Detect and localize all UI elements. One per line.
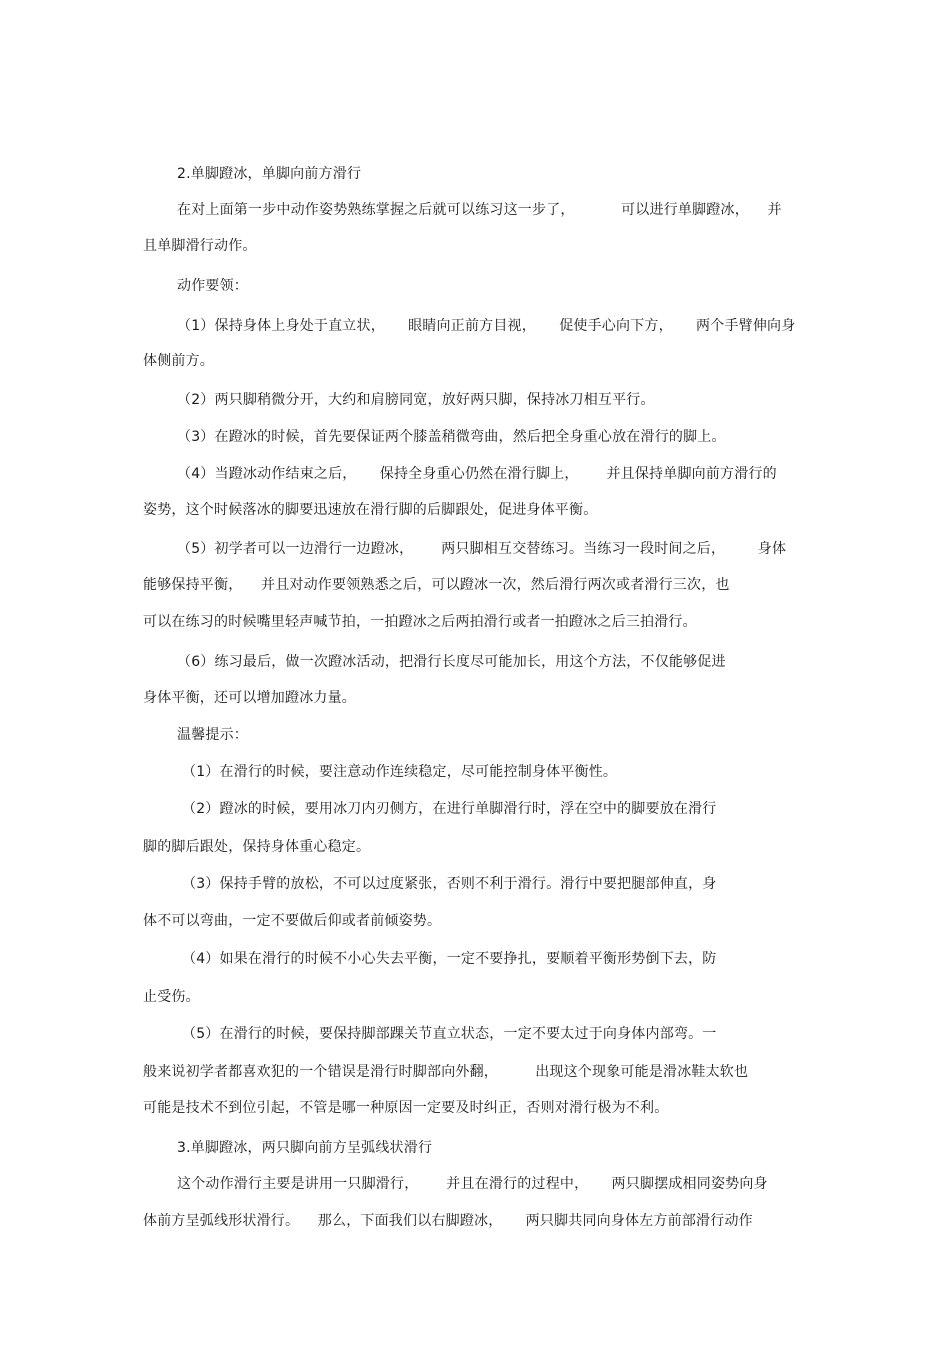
section-heading: 3.单脚蹬冰，两只脚向前方呈弧线状滑行 [177,1140,433,1156]
tip-line: 体不可以弯曲，一定不要做后仰或者前倾姿势。 [143,913,442,929]
section-heading: 2.单脚蹬冰，单脚向前方滑行 [177,166,362,182]
list-item-line: 可以在练习的时候嘴里轻声喊节拍，一拍蹬冰之后两拍滑行或者一拍蹬冰之后三拍滑行。 [143,614,697,630]
list-item-line: （4）当蹬冰动作结束之后， 保持全身重心仍然在滑行脚上， 并且保持单脚向前方滑行的 [177,466,777,482]
tip-line: （1）在滑行的时候，要注意动作连续稳定，尽可能控制身体平衡性。 [182,764,618,780]
paragraph-line: 体前方呈弧线形状滑行。 那么，下面我们以右脚蹬冰， 两只脚共同向身体左方前部滑行动作 [143,1213,753,1229]
tip-line: （2）蹬冰的时候，要用冰刀内刃侧方，在进行单脚滑行时，浮在空中的脚要放在滑行 [182,801,717,817]
paragraph-line: 且单脚滑行动作。 [143,238,257,254]
tip-line: （3）保持手臂的放松，不可以过度紧张，否则不利于滑行。滑行中要把腿部伸直，身 [182,876,717,892]
tip-line: （5）在滑行的时候，要保持脚部踝关节直立状态，一定不要太过于向身体内部弯。一 [182,1026,717,1042]
subheading: 动作要领： [177,278,248,294]
list-item-line: （1）保持身体上身处于直立状， 眼睛向正前方目视， 促使手心向下方， 两个手臂伸向身 [177,318,796,334]
paragraph-line: 在对上面第一步中动作姿势熟练掌握之后就可以练习这一步了， 可以进行单脚蹬冰， 并 [177,202,782,218]
tip-line: 般来说初学者都喜欢犯的一个错误是滑行时脚部向外翻， 出现这个现象可能是滑冰鞋太软也 [143,1064,749,1080]
subheading: 温馨提示： [177,727,248,743]
tip-line: （4）如果在滑行的时候不小心失去平衡，一定不要挣扎，要顺着平衡形势倒下去，防 [182,951,717,967]
list-item-line: （3）在蹬冰的时候，首先要保证两个膝盖稍微弯曲，然后把全身重心放在滑行的脚上。 [177,429,726,445]
tip-line: 可能是技术不到位引起，不管是哪一种原因一定要及时纠正，否则对滑行极为不利。 [143,1100,669,1116]
list-item-line: （2）两只脚稍微分开，大约和肩膀同宽，放好两只脚，保持冰刀相互平行。 [177,392,655,408]
tip-line: 止受伤。 [143,989,200,1005]
tip-line: 脚的脚后跟处，保持身体重心稳定。 [143,839,371,855]
list-item-line: 能够保持平衡， 并且对动作要领熟悉之后，可以蹬冰一次，然后滑行两次或者滑行三次，也 [143,577,730,593]
list-item-line: （5）初学者可以一边滑行一边蹬冰， 两只脚相互交替练习。当练习一段时间之后， 身体 [177,541,787,557]
paragraph-line: 这个动作滑行主要是讲用一只脚滑行， 并且在滑行的过程中， 两只脚摆成相同姿势向身 [177,1176,768,1192]
list-item-line: 体侧前方。 [143,353,214,369]
list-item-line: 姿势，这个时候落冰的脚要迅速放在滑行脚的后脚跟处，促进身体平衡。 [143,502,598,518]
list-item-line: 身体平衡，还可以增加蹬冰力量。 [143,690,356,706]
list-item-line: （6）练习最后，做一次蹬冰活动，把滑行长度尽可能加长，用这个方法，不仅能够促进 [177,654,726,670]
